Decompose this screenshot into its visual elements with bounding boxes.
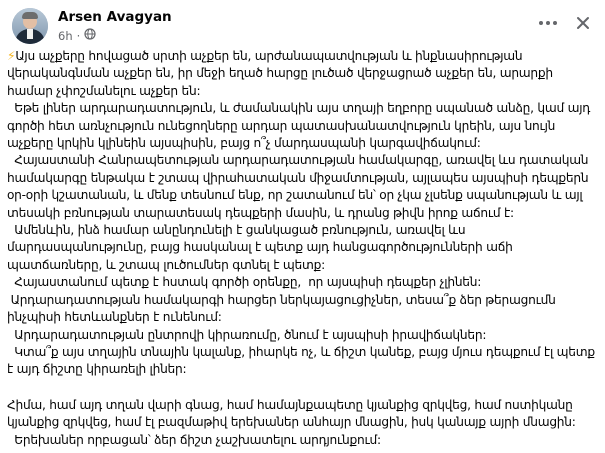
author-avatar[interactable] — [12, 8, 48, 44]
post-paragraph-text: Այս աչքերը հովացած սրտի աչքեր են, արժանապատվության և ինքնասիրության վերականգնման աչքեր են, իր մեջի եղած հարցը լուծած վերջացրած աչքեր են, արարքի համար չփոշմանելու աչքեր են: Եթե լիներ արդարադատություն, և ժամանակին այս տղայի եղբորը սպանած անձը, կամ այդ գործի հետ առնչություն ունեցողները արդար պատասխանատվություն կրեին, այս նույն աչքերը կրկին կլինեին այսպիսին, բայց ո՞չ մարդասպանի կարգավիճակում: Հայաստանի Հանրապետության արդարադատության համակարգը, առավել ևս դատական համակարգը ենթակա է շտապ վիրահատական միջամտության, այլապես այսպիսի դեպքերն օր-օրի կշատանան, և մենք տեսնում ենք, որ շատանում են՝ օր չկա չլսենք սպանության և այլ տեսակի բռնության տարատեսակ դեպքերի մասին, և դրանց թիվն իրոք աճում է: Ամենևին, ինձ համար անընդունելի է ցանկացած բռնություն, առավել ևս մարդասպանությունը, բայց հասկանալ է պետք այդ հանցագործությունների աճի պատճառները, և շտապ լուծումներ գտնել է պետք: Հայաստանում պետք է հստակ գործի օրենքը, որ այսպիսի դեպքեր չլինեն: Արդարադատության համակարգի հարցեր ներկայացուցիչներ, տեսա՞ք ձեր թերացումն ինչպիսի հետևանքներ է ունենում: Արդարադատության ընտրովի կիրառումը, ծնում է այսպիսի իրավիճակներ: Կտա՞ք այս տղային տնային կալանք, իհարկե ոչ, և ճիշտ կանեք, բայց մյուս դեպքում էլ պետք է այդ ճիշտը կիրառելի լիներ: — [7, 49, 595, 377]
post-paragraph — [7, 48, 599, 379]
post-time[interactable]: 6h — [58, 28, 73, 43]
post-paragraph: Հիմա, համ այդ տղան վարի գնաց, համ համայնքապետը կյանքից զրկվեց, համ ոստիկանը կյանքից զրկվեց, համ էլ բազմաթիվ երեխաներ անհայր մնացին, իսկ կանայք այրի մնացին: Երեխաներ որբացան՝ ձեր ճիշտ չաշխատելու արդյունքում: — [7, 397, 576, 447]
more-options-icon[interactable] — [536, 13, 560, 33]
post-body — [7, 48, 599, 449]
high-voltage-emoji: ⚡ — [7, 49, 16, 63]
author-name[interactable]: Arsen Avagyan — [58, 9, 172, 25]
post-meta — [58, 28, 96, 43]
post-header — [12, 7, 596, 45]
meta-separator: · — [76, 28, 81, 43]
close-icon[interactable] — [572, 13, 594, 33]
globe-icon — [84, 28, 96, 43]
